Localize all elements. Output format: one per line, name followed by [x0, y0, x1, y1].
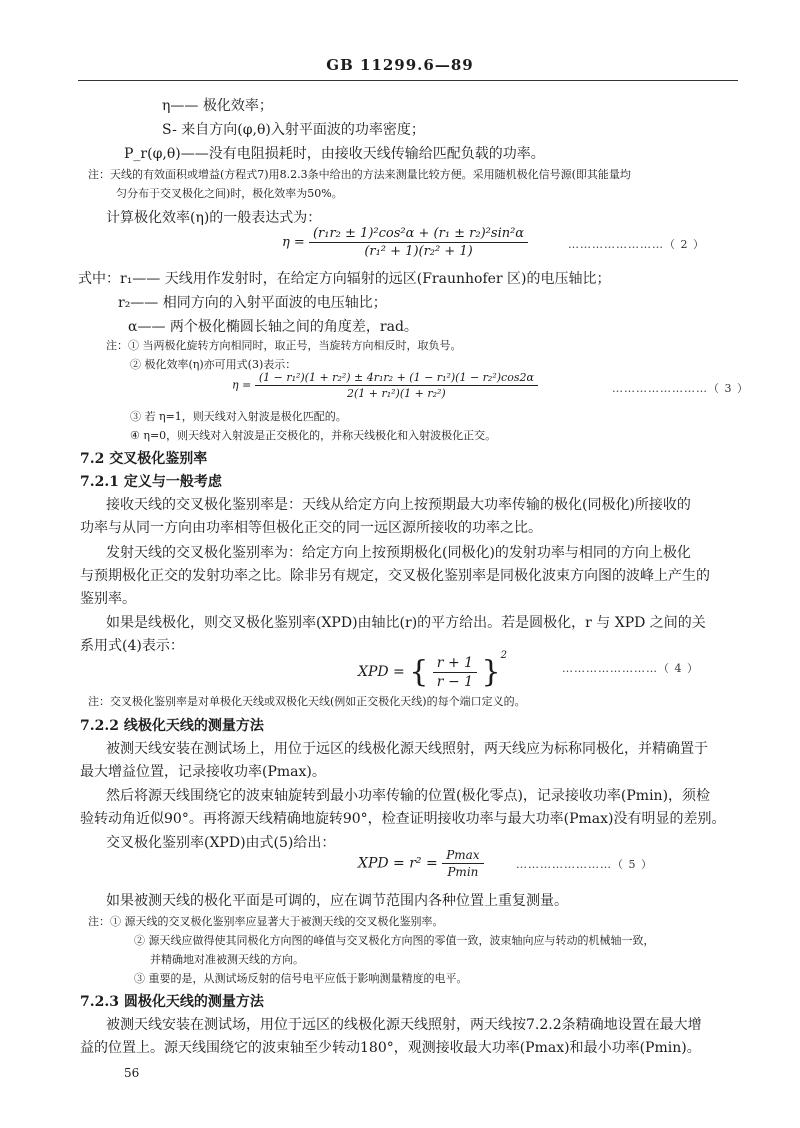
- note-eq3-2: ② 极化效率(η)亦可用式(3)表示：: [130, 358, 297, 371]
- equation-5: [358, 848, 484, 879]
- eq5-numerator: Pmax: [442, 848, 483, 864]
- sec721-p2-line1: 发射天线的交叉极化鉴别率为：给定方向上按预期极化(同极化)的发射功率与相同的方向上极化: [106, 545, 691, 561]
- header-rule: [78, 80, 738, 81]
- eq3-number: ……………………（ 3 ）: [612, 382, 749, 395]
- eq3-numerator: (1 − r₁²)(1 + r₂²) ± 4r₁r₂ + (1 − r₁²)(1 − r₂²)cos2α: [255, 371, 538, 386]
- sec721-p1-line1: 接收天线的交叉极化鉴别率是：天线从给定方向上按预期最大功率传输的极化(同极化)所接收的: [106, 497, 691, 513]
- note-1-line-1: 注：天线的有效面积或增益(方程式7)用8.2.3条中给出的方法来测量比较方便。采用随机极化信号源(即其能量均: [88, 168, 631, 181]
- eq2-numerator: (r₁r₂ ± 1)²cos²α + (r₁ ± r₂)²sin²α: [309, 226, 528, 243]
- sec722-p2-line1: 然后将源天线围绕它的波束轴旋转到最小功率传输的位置(极化零点)，记录接收功率(Pmin)，须检: [106, 788, 711, 804]
- sec722-p3: 交叉极化鉴别率(XPD)由式(5)给出：: [106, 835, 336, 851]
- note-eq3-3: ③ 若 η=1，则天线对入射波是极化匹配的。: [130, 410, 347, 423]
- eq4-number: ……………………（ 4 ）: [562, 662, 699, 675]
- sec723-p1-line1: 被测天线安装在测试场，用位于远区的线极化源天线照射，两天线按7.2.2条精确地设置在最大增: [106, 1017, 702, 1033]
- eq4-numerator: r + 1: [433, 655, 477, 673]
- equation-3: [232, 371, 538, 400]
- eq5-lhs: XPD = r² =: [358, 855, 438, 872]
- eq2-fraction: [309, 226, 528, 259]
- eq3-fraction: [255, 371, 538, 400]
- section-7-2-3-title: 7.2.3 圆极化天线的测量方法: [80, 994, 264, 1010]
- eq4-exponent: 2: [500, 650, 507, 661]
- sec721-p2-line3: 鉴别率。: [80, 591, 136, 607]
- sec721-p3-line2: 系用式(4)表示：: [80, 638, 184, 654]
- note-eq3-4: ④ η=0，则天线对入射波是正交极化的，并称天线极化和入射波极化正交。: [130, 429, 497, 442]
- sec722-p1-line2: 最大增益位置，记录接收功率(Pmax)。: [80, 764, 326, 780]
- eq3-denominator: 2(1 + r₁²)(1 + r₂²): [346, 387, 446, 400]
- eq5-fraction: [442, 848, 483, 879]
- eq2-lhs: η =: [282, 235, 305, 250]
- document-header: GB 11299.6—89: [326, 56, 474, 74]
- note-eq5-1: 注：① 源天线的交叉极化鉴别率应显著大于被测天线的交叉极化鉴别率。: [88, 915, 444, 928]
- def-r1: 式中：r₁—— 天线用作发射时，在给定方向辐射的远区(Fraunhofer 区)的电压轴比；: [78, 271, 611, 287]
- eq2-denominator: (r₁² + 1)(r₂² + 1): [364, 244, 473, 259]
- note-eq5-2-line2: 并精确地对准被测天线的方向。: [150, 953, 304, 966]
- eq5-denominator: Pmin: [447, 865, 479, 879]
- def-s: S- 来自方向(φ,θ)入射平面波的功率密度；: [162, 122, 425, 138]
- eq4-close-bracket: }: [481, 654, 501, 690]
- eq4-lhs: XPD =: [358, 664, 405, 680]
- eq4-denominator: r − 1: [436, 673, 474, 690]
- sec722-p2-line2: 验转动角近似90°。再将源天线精确地旋转90°，检查证明接收功率与最大功率(Pmax)没有明显的差别。: [80, 811, 726, 827]
- sec722-p1-line1: 被测天线安装在测试场上，用位于远区的线极化源天线照射，两天线应为标称同极化，并精确置于: [106, 741, 708, 757]
- sec721-p1-line2: 功率与从同一方向由功率相等但极化正交的同一远区源所接收的功率之比。: [80, 520, 542, 536]
- eq5-number: ……………………（ 5 ）: [516, 858, 653, 871]
- note-eq3-1: 注：① 当两极化旋转方向相同时，取正号，当旋转方向相反时，取负号。: [106, 339, 462, 352]
- sec721-p3-line1: 如果是线极化，则交叉极化鉴别率(XPD)由轴比(r)的平方给出。若是圆极化，r 与 XPD 之间的关: [106, 615, 706, 631]
- section-7-2-title: 7.2 交叉极化鉴别率: [80, 451, 208, 467]
- def-alpha: α—— 两个极化椭圆长轴之间的角度差，rad。: [128, 319, 418, 335]
- section-7-2-1-title: 7.2.1 定义与一般考虑: [80, 474, 222, 490]
- note-eq4: 注：交叉极化鉴别率是对单极化天线或双极化天线(例如正交极化天线)的每个端口定义的。: [88, 695, 526, 708]
- eq3-lhs: η =: [232, 378, 252, 392]
- equation-4: [358, 650, 507, 690]
- eq4-open-bracket: {: [409, 654, 429, 690]
- page-number: 56: [124, 1066, 140, 1080]
- after-eq5-paragraph: 如果被测天线的极化平面是可调的，应在调节范围内各种位置上重复测量。: [106, 893, 568, 909]
- section-7-2-2-title: 7.2.2 线极化天线的测量方法: [80, 718, 264, 734]
- eq2-number: ……………………（ 2 ）: [568, 238, 705, 251]
- def-eta: η—— 极化效率；: [162, 98, 273, 114]
- eq2-intro: 计算极化效率(η)的一般表达式为：: [106, 210, 322, 226]
- def-pr: P_r(φ,θ)——没有电阻损耗时，由接收天线传输给匹配负载的功率。: [124, 146, 545, 162]
- note-eq5-3: ③ 重要的是，从测试场反射的信号电平应低于影响测量精度的电平。: [134, 972, 468, 985]
- sec723-p1-line2: 益的位置上。源天线围绕它的波束轴至少转动180°，观测接收最大功率(Pmax)和最小功率(Pmin)。: [80, 1040, 701, 1056]
- eq4-fraction: [433, 655, 477, 690]
- note-eq5-2-line1: ② 源天线应做得使其同极化方向图的峰值与交叉极化方向图的零值一致，波束轴向应与转动的机械轴一致，: [134, 934, 655, 947]
- def-r2: r₂—— 相同方向的入射平面波的电压轴比；: [118, 295, 387, 311]
- note-1-line-2: 匀分布于交叉极化之间)时，极化效率为50%。: [116, 187, 343, 200]
- equation-2: [282, 226, 528, 259]
- sec721-p2-line2: 与预期极化正交的发射功率之比。除非另有规定，交叉极化鉴别率是同极化波束方向图的波峰上产生的: [80, 568, 710, 584]
